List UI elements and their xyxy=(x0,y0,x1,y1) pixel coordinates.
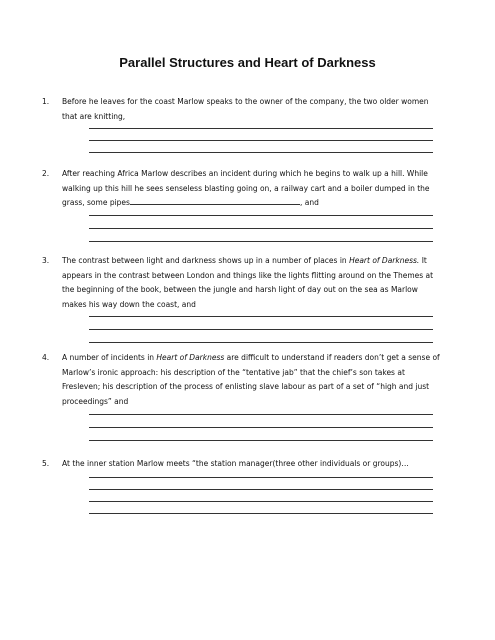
question-text: Before he leaves for the coast Marlow speaks to the owner of the company, the two older women that are knitting, xyxy=(62,97,429,121)
question-text-end: , and xyxy=(299,198,319,207)
answer-line[interactable] xyxy=(89,329,433,330)
answer-line[interactable] xyxy=(89,489,433,490)
question-text-cont: It appears in the contrast between London and things like the lights flitting around on the Themes at the beginning of the book, between the jungle and harsh light of day out on the sea as Marlow makes his way down the coast, and xyxy=(62,256,434,309)
question-text: The contrast between light and darkness shows up in a number of places in xyxy=(62,256,350,265)
answer-line[interactable] xyxy=(89,427,433,428)
book-title: Heart of Darkness xyxy=(156,353,225,362)
page-title: Parallel Structures and Heart of Darkness xyxy=(119,55,376,70)
question-1 xyxy=(42,95,442,124)
answer-line[interactable] xyxy=(89,440,433,441)
book-title: Heart of Darkness. xyxy=(349,256,420,265)
question-number: 4. xyxy=(42,353,50,362)
answer-line[interactable] xyxy=(89,128,433,129)
answer-line[interactable] xyxy=(89,316,433,317)
inline-answer-blank[interactable] xyxy=(130,196,300,205)
question-text: At the inner station Marlow meets “the station manager(three other individuals or groups)… xyxy=(62,459,409,468)
question-3 xyxy=(42,254,442,312)
question-text: After reaching Africa Marlow describes an incident during which he begins to walk up a hill. While walking up this hill he sees senseless blasting going on, a railway cart and a boiler dumped in the grass, some pipes xyxy=(62,169,430,207)
question-number: 1. xyxy=(42,97,50,106)
answer-line[interactable] xyxy=(89,342,433,343)
answer-line[interactable] xyxy=(89,140,433,141)
answer-line[interactable] xyxy=(89,241,433,242)
question-4 xyxy=(42,351,442,409)
answer-line[interactable] xyxy=(89,228,433,229)
question-number: 3. xyxy=(42,256,50,265)
answer-line[interactable] xyxy=(89,477,433,478)
answer-line[interactable] xyxy=(89,513,433,514)
question-number: 5. xyxy=(42,459,50,468)
question-5 xyxy=(42,457,442,472)
answer-line[interactable] xyxy=(89,152,433,153)
answer-line[interactable] xyxy=(89,215,433,216)
answer-line[interactable] xyxy=(89,501,433,502)
answer-line[interactable] xyxy=(89,414,433,415)
question-text: A number of incidents in xyxy=(62,353,157,362)
question-number: 2. xyxy=(42,169,50,178)
question-2 xyxy=(42,167,442,211)
question-text-cont: are difficult to understand if readers don’t get a sense of Marlow’s ironic approach: his description of the “tentative jab” that the chief’s son takes at Fresleven; his description of the process of enlisting slave labour as part of a set of “high and just proceedings” and xyxy=(62,353,440,406)
